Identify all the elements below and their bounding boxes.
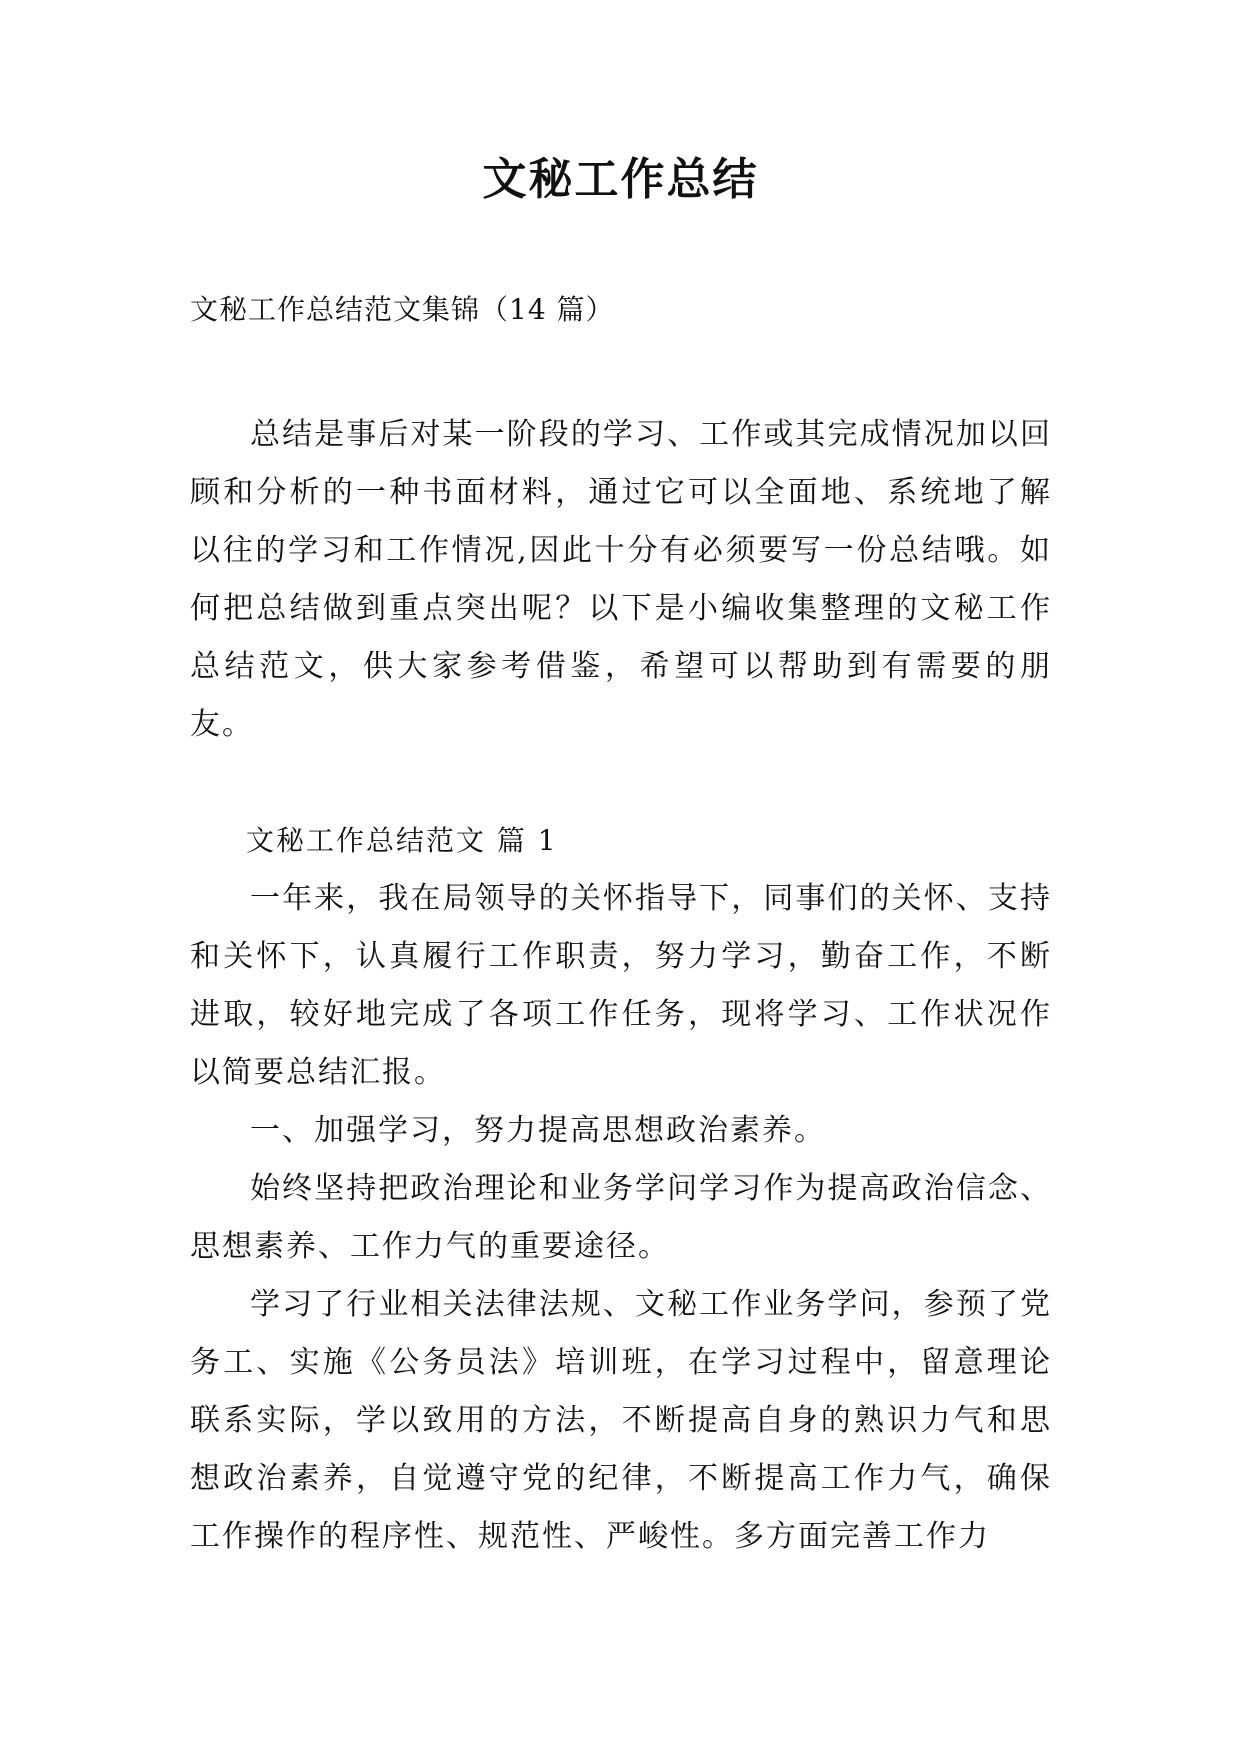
document-body [190,406,1052,1566]
body-paragraph: 一年来，我在局领导的关怀指导下，同事们的关怀、支持和关怀下，认真履行工作职责，努力学习，勤奋工作，不断进取，较好地完成了各项工作任务，现将学习、工作状况作以简要总结汇报。 [190,881,1052,1090]
document-title: 文秘工作总结 [482,154,759,205]
body-paragraph: 始终坚持把政治理论和业务学问学习作为提高政治信念、思想素养、工作力气的重要途径。 [190,1171,1052,1264]
subsection-heading: 一、加强学习，努力提高思想政治素养。 [250,1113,826,1148]
body-paragraph: 学习了行业相关法律法规、文秘工作业务学问，参预了党务工、实施《公务员法》培训班，在学习过程中，留意理论联系实际，学以致用的方法，不断提高自身的熟识力气和思想政治素养，自觉遵守党的纪律，不断提高工作力气，确保工作操作的程序性、规范性、严峻性。多方面完善工作力 [190,1287,1052,1554]
section-heading: 文秘工作总结范文 篇 1 [246,824,558,857]
document-subtitle: 文秘工作总结范文集锦（14 篇） [190,293,615,326]
intro-paragraph: 总结是事后对某一阶段的学习、工作或其完成情况加以回顾和分析的一种书面材料，通过它可以全面地、系统地了解以往的学习和工作情况,因此十分有必须要写一份总结哦。如何把总结做到重点突出呢？以下是小编收集整理的文秘工作总结范文，供大家参考借鉴，希望可以帮助到有需要的朋友。 [190,417,1052,742]
